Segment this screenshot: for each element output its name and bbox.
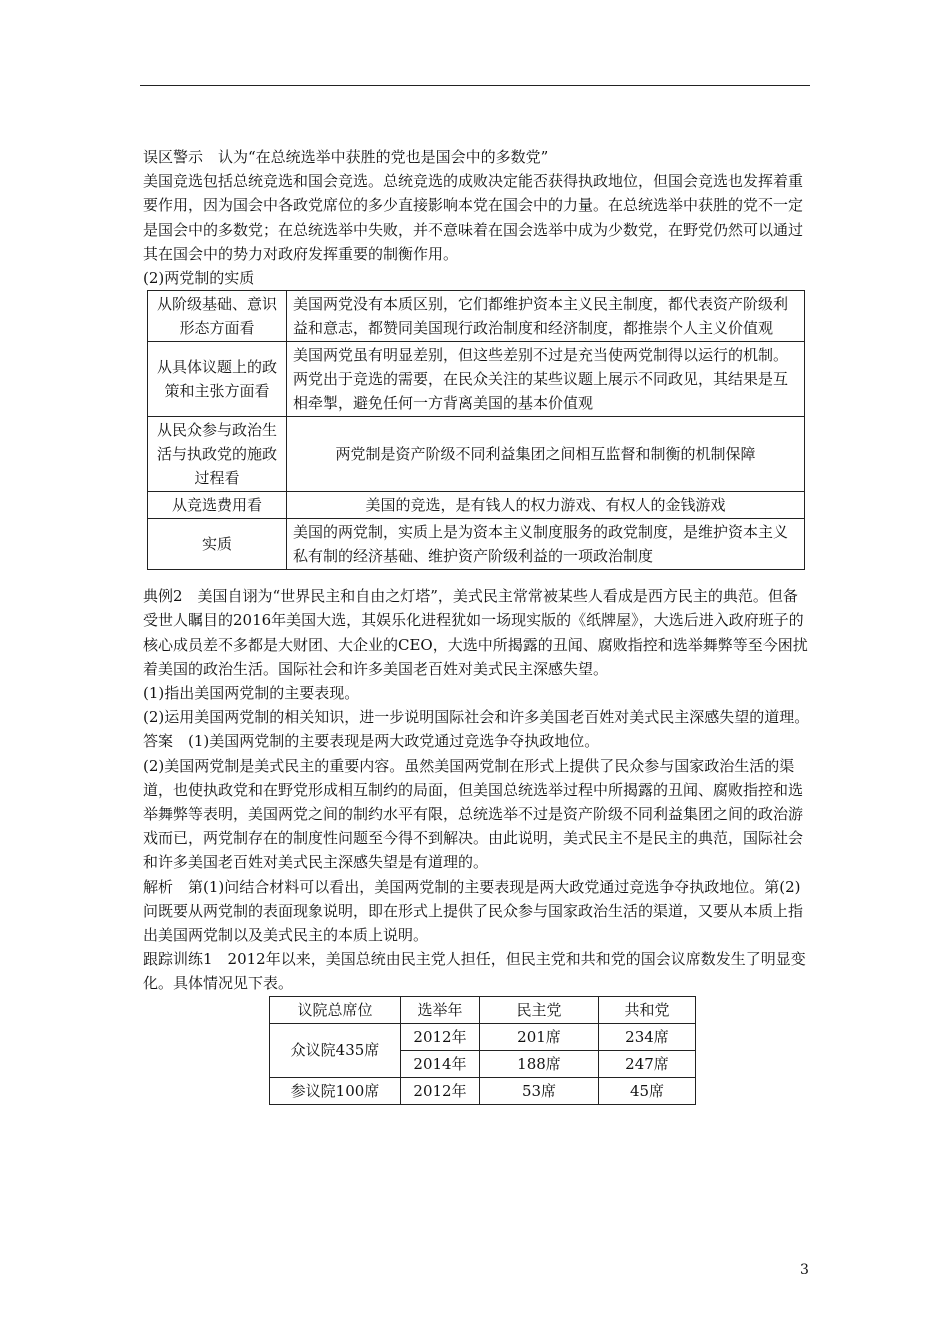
essence-table <box>147 290 805 570</box>
question-2: (2)运用美国两党制的相关知识，进一步说明国际社会和许多美国老百姓对美式民主深感失望的道理。 <box>143 708 810 727</box>
content-cell: 两党制是资产阶级不同利益集团之间相互监督和制衡的机制保障 <box>287 417 805 492</box>
question-1: (1)指出美国两党制的主要表现。 <box>143 684 360 703</box>
content-cell: 美国的竞选，是有钱人的权力游戏、有权人的金钱游戏 <box>287 492 805 519</box>
dem-cell: 201席 <box>480 1023 599 1050</box>
dem-cell: 53席 <box>480 1077 599 1104</box>
rep-cell: 247席 <box>599 1050 696 1077</box>
table-row <box>148 291 805 342</box>
table-row <box>148 342 805 417</box>
warning-body: 美国竞选包括总统竞选和国会竞选。总统竞选的成败决定能否获得执政地位，但国会竞选也发挥着重要作用，因为国会中各政党席位的多少直接影响本党在国会中的力量。在总统选举中获胜的党不一定是国会中的多数党；在总统选举中失败，并不意味着在国会选举中成为少数党，在野党仍然可以通过其在国会中的势力对政府发挥重要的制衡作用。 <box>143 172 804 263</box>
header-cell: 选举年 <box>401 996 480 1023</box>
table-row <box>148 519 805 570</box>
aspect-cell: 从竞选费用看 <box>148 492 287 519</box>
header-rule <box>140 85 810 86</box>
answer-1: 答案 (1)美国两党制的主要表现是两大政党通过竞选争夺执政地位。 <box>143 732 600 751</box>
table-row <box>148 417 805 492</box>
content-cell: 美国两党虽有明显差别，但这些差别不过是充当使两党制得以运行的机制。两党出于竞选的需要，在民众关注的某些议题上展示不同政见，其结果是互相牵掣，避免任何一方背离美国的基本价值观 <box>287 342 805 417</box>
content-cell: 美国的两党制，实质上是为资本主义制度服务的政党制度，是维护资本主义私有制的经济基础、维护资产阶级利益的一项政治制度 <box>287 519 805 570</box>
table-row <box>270 1077 696 1104</box>
content-cell: 美国两党没有本质区别，它们都维护资本主义民主制度，都代表资产阶级利益和意志，都赞同美国现行政治制度和经济制度，都推崇个人主义价值观 <box>287 291 805 342</box>
year-cell: 2012年 <box>401 1077 480 1104</box>
analysis: 解析 第(1)问结合材料可以看出，美国两党制的主要表现是两大政党通过竞选争夺执政地位。第(2)问既要从两党制的表面现象说明，即在形式上提供了民众参与国家政治生活的渠道，又要从本质上指出美国两党制以及美式民主的本质上说明。 <box>143 877 804 945</box>
dem-cell: 188席 <box>480 1050 599 1077</box>
rep-cell: 45席 <box>599 1077 696 1104</box>
seats-table <box>269 996 696 1105</box>
table-row <box>270 1023 696 1050</box>
aspect-cell: 从具体议题上的政策和主张方面看 <box>148 342 287 417</box>
example-stem: 典例2 美国自诩为“世界民主和自由之灯塔”，美式民主常常被某些人看成是西方民主的典范。但备受世人瞩目的2016年美国大选，其娱乐化进程犹如一场现实版的《纸牌屋》，大选后进入政府班子的核心成员差不多都是大财团、大企业的CEO，大选中所揭露的丑闻、腐败指控和选举舞弊等至今困扰着美国的政治生活。国际社会和许多美国老百姓对美式民主深感失望。 <box>143 587 808 678</box>
year-cell: 2012年 <box>401 1023 480 1050</box>
table-row <box>148 492 805 519</box>
aspect-cell: 实质 <box>148 519 287 570</box>
rep-cell: 234席 <box>599 1023 696 1050</box>
aspect-cell: 从阶级基础、意识形态方面看 <box>148 291 287 342</box>
header-cell: 民主党 <box>480 996 599 1023</box>
page-number: 3 <box>800 1262 809 1278</box>
page-content <box>143 145 811 1105</box>
year-cell: 2014年 <box>401 1050 480 1077</box>
training-stem: 跟踪训练1 2012年以来，美国总统由民主党人担任，但民主党和共和党的国会议席数发生了明显变化。具体情况见下表。 <box>143 950 806 993</box>
table-header-row <box>270 996 696 1023</box>
chamber-cell: 参议院100席 <box>270 1077 401 1104</box>
aspect-cell: 从民众参与政治生活与执政党的施政过程看 <box>148 417 287 492</box>
header-cell: 议院总席位 <box>270 996 401 1023</box>
header-cell: 共和党 <box>599 996 696 1023</box>
warning-title: 误区警示 认为“在总统选举中获胜的党也是国会中的多数党” <box>143 148 549 166</box>
chamber-cell: 众议院435席 <box>270 1023 401 1077</box>
essence-heading: (2)两党制的实质 <box>143 269 255 288</box>
answer-2: (2)美国两党制是美式民主的重要内容。虽然美国两党制在形式上提供了民众参与国家政治生活的渠道，也使执政党和在野党形成相互制约的局面，但美国总统选举过程中所揭露的丑闻、腐败指控和选举舞弊等表明，美国两党之间的制约水平有限，总统选举不过是资产阶级不同利益集团之间的政治游戏而已，两党制存在的制度性问题至今得不到解决。由此说明，美式民主不是民主的典范，国际社会和许多美国老百姓对美式民主深感失望是有道理的。 <box>143 756 804 872</box>
